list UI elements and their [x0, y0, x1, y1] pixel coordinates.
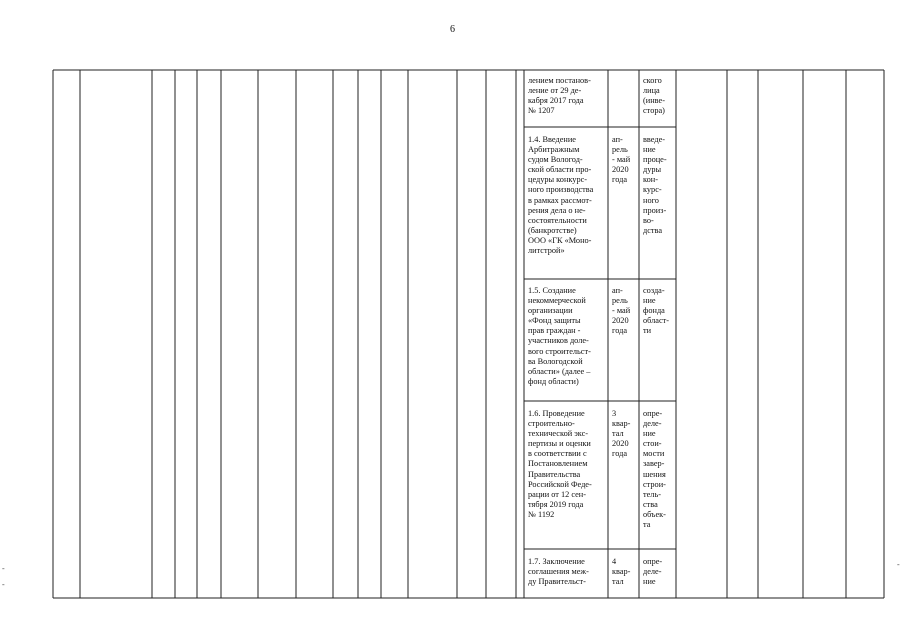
margin-mark: -	[897, 560, 900, 569]
row-1-5-measure: 1.5. Создание некоммерческой организации «Фонд защиты прав граждан - участников доле- вого строительст- ва Вологодской области» (далее – фонд области)	[528, 286, 591, 386]
row-1-measure: лением постанов- ление от 29 де- кабря 2017 года № 1207	[528, 76, 591, 116]
row-1-7-term: 4 квар- тал	[612, 557, 631, 587]
row-1-7-measure: 1.7. Заключение соглашения меж- ду Правительст-	[528, 557, 589, 587]
row-1-5-result: созда- ние фонда област- ти	[643, 286, 670, 336]
row-1-4-term: ап- рель - май 2020 года	[612, 135, 631, 185]
row-1-4-result: введе- ние проце- дуры кон- курс- ного произ- во- дства	[643, 135, 667, 235]
margin-mark: -	[2, 580, 5, 589]
row-1-4-measure: 1.4. Введение Арбитражным судом Вологод- ской области про- цедуры конкурс- ного производства в рамках рассмот- рения дела о не- состоятельности (банкротстве) ООО «ГК «Моно- литстрой»	[528, 135, 594, 256]
row-1-5-term: ап- рель - май 2020 года	[612, 286, 631, 336]
row-1-result: ского лица (инве- стора)	[643, 76, 665, 116]
margin-mark: -	[2, 564, 5, 573]
row-1-6-result: опре- деле- ние стои- мости завер- шения строи- тель- ства объек- та	[643, 409, 666, 530]
row-1-6-measure: 1.6. Проведение строительно- технической экс- пертизы и оценки в соответствии с Постановлением Правительства Российской Феде- рации от 12 сен- тября 2019 года № 1192	[528, 409, 592, 519]
row-1-7-result: опре- деле- ние	[643, 557, 663, 587]
row-1-6-term: 3 квар- тал 2020 года	[612, 409, 631, 459]
page-number: 6	[450, 24, 455, 35]
